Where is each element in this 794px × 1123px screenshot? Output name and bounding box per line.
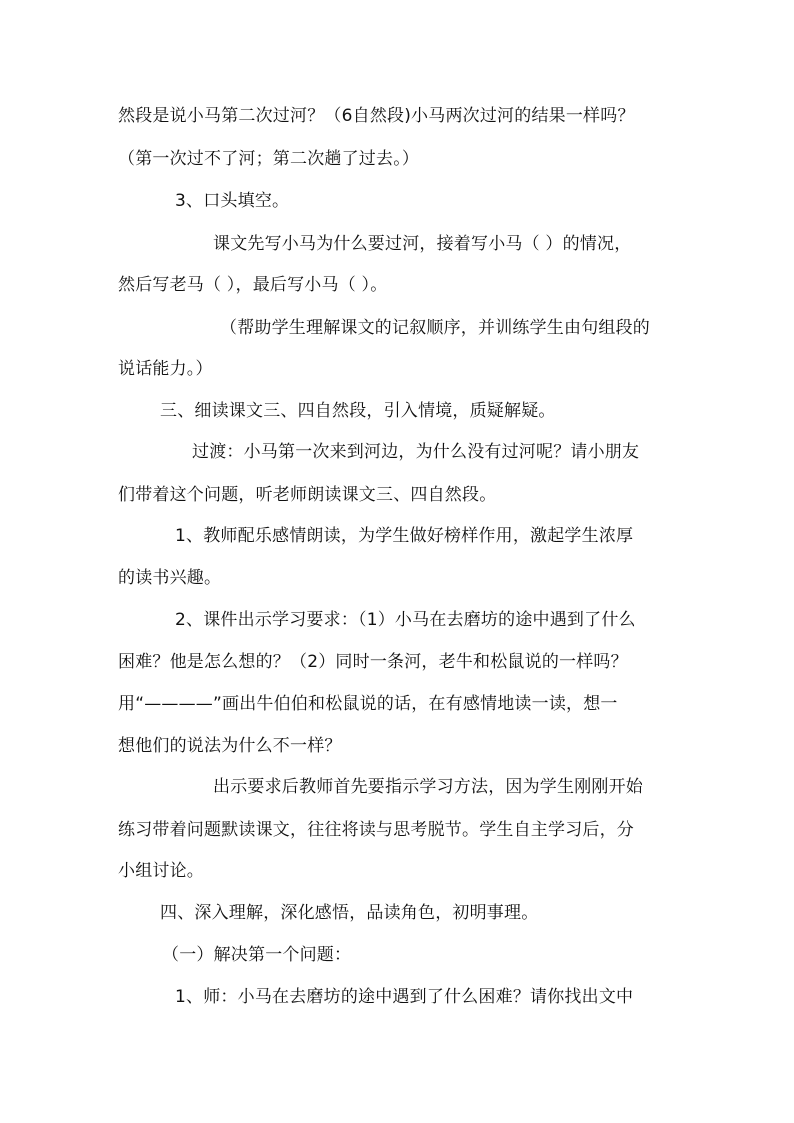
text-line-14: 困难？他是怎么想的？（2）同时一条河，老牛和松鼠说的一样吗？ — [118, 652, 628, 672]
text-line-15: 用“————”画出牛伯伯和松鼠说的话，在有感情地读一读，想一 — [118, 694, 618, 714]
text-line-11: 1、教师配乐感情朗读，为学生做好榜样作用，激起学生浓厚 — [175, 526, 634, 546]
text-line-21: （一）解决第一个问题： — [162, 945, 352, 965]
text-line-16: 想他们的说法为什么不一样？ — [118, 736, 342, 756]
text-line-18: 练习带着问题默读课文，往往将读与思考脱节。学生自主学习后，分 — [118, 820, 634, 840]
text-line-3: 3、口头填空。 — [175, 191, 290, 211]
text-line-6: （帮助学生理解课文的记叙顺序，并训练学生由句组段的 — [220, 318, 650, 338]
text-line-13: 2、课件出示学习要求：（1）小马在去磨坊的途中遇到了什么 — [175, 610, 636, 630]
text-line-17: 出示要求后教师首先要指示学习方法，因为学生刚刚开始 — [213, 777, 643, 797]
text-line-5: 然后写老马（ ），最后写小马（ ）。 — [118, 275, 388, 295]
text-line-8: 三、细读课文三、四自然段，引入情境，质疑解疑。 — [160, 401, 556, 421]
text-line-9: 过渡：小马第一次来到河边，为什么没有过河呢？请小朋友 — [192, 442, 640, 462]
text-line-19: 小组讨论。 — [118, 861, 204, 881]
text-line-2: （第一次过不了河；第二次趟了过去。） — [118, 149, 420, 169]
text-line-20: 四、深入理解，深化感悟，品读角色，初明事理。 — [160, 903, 539, 923]
text-line-22: 1、师：小马在去磨坊的途中遇到了什么困难？请你找出文中 — [175, 987, 634, 1007]
text-line-7: 说话能力。） — [118, 359, 213, 379]
text-line-12: 的读书兴趣。 — [118, 568, 222, 588]
text-line-4: 课文先写小马为什么要过河，接着写小马（ ）的情况， — [213, 234, 632, 254]
text-line-10: 们带着这个问题，听老师朗读课文三、四自然段。 — [118, 485, 497, 505]
text-line-1: 然段是说小马第二次过河？（6自然段)小马两次过河的结果一样吗？ — [118, 106, 635, 126]
